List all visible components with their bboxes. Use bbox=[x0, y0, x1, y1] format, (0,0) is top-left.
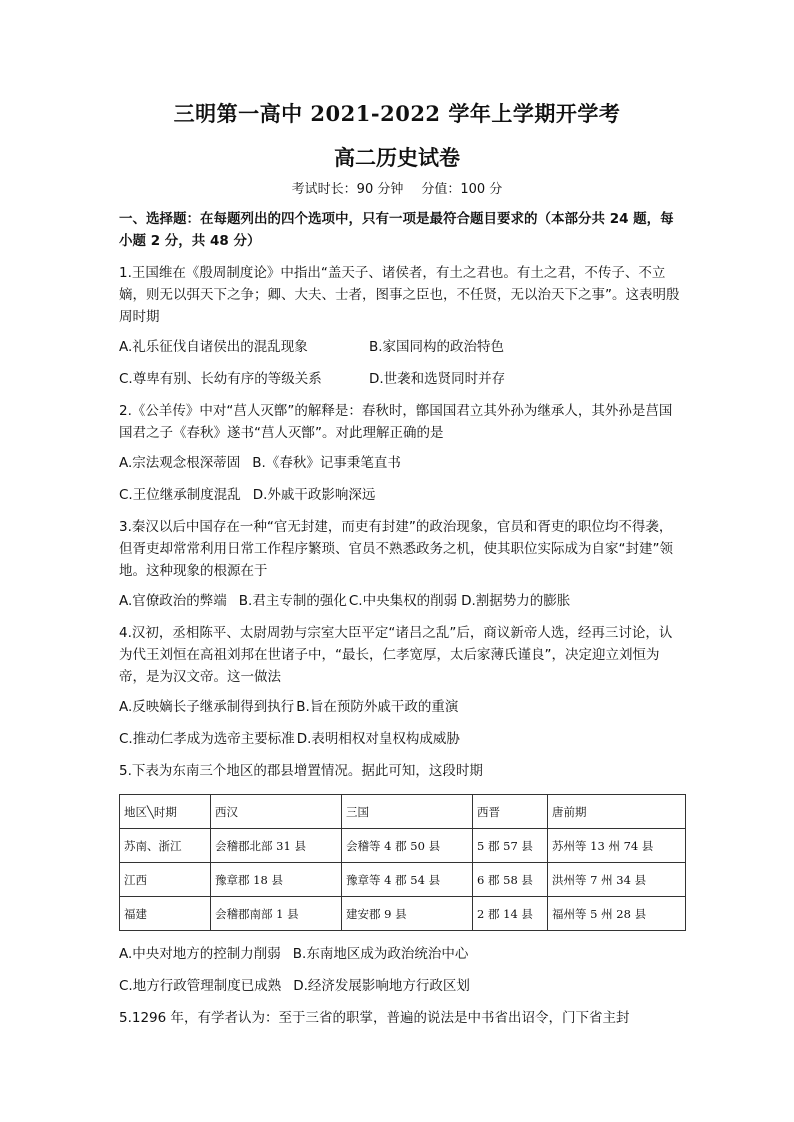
option-a: A.反映嫡长子继承制得到执行 bbox=[119, 699, 295, 715]
question-2-stem: 2.《公羊传》中对“莒人灭鄫”的解释是：春秋时，鄫国国君立其外孙为继承人，其外孙是莒国国君之子《春秋》遂书“莒人灭鄫”。对此理解正确的是 bbox=[119, 403, 673, 441]
option-d: D.外戚干政影响深远 bbox=[252, 487, 376, 503]
exam-meta bbox=[0, 178, 794, 197]
table-header-cell: 西汉 bbox=[211, 795, 342, 829]
table-header-cell: 唐前期 bbox=[548, 795, 686, 829]
option-c: C.地方行政管理制度已成熟 bbox=[119, 978, 282, 994]
table-header-row bbox=[120, 795, 686, 829]
question-5-stem: 5.下表为东南三个地区的郡县增置情况。据此可知，这段时期 bbox=[119, 763, 483, 779]
question-1-options-row1 bbox=[119, 336, 681, 358]
exam-content bbox=[119, 208, 681, 1037]
table-header-cell: 三国 bbox=[342, 795, 473, 829]
option-a: A.中央对地方的控制力削弱 bbox=[119, 946, 281, 962]
option-a: A.宗法观念根深蒂固 bbox=[119, 455, 241, 471]
table-cell: 6 郡 58 县 bbox=[473, 863, 548, 897]
exam-score: 分值：100 分 bbox=[421, 182, 503, 197]
option-a: A.礼乐征伐自诸侯出的混乱现象 bbox=[119, 339, 308, 355]
table-cell: 豫章郡 18 县 bbox=[211, 863, 342, 897]
table-cell: 苏州等 13 州 74 县 bbox=[548, 829, 686, 863]
option-b: B.《春秋》记事秉笔直书 bbox=[252, 455, 401, 471]
table-header-cell: 西晋 bbox=[473, 795, 548, 829]
question-5-options-row1 bbox=[119, 943, 681, 965]
question-4-options-row1 bbox=[119, 696, 681, 718]
option-b: B.君主专制的强化 bbox=[238, 593, 347, 609]
option-c: C.尊卑有别、长幼有序的等级关系 bbox=[119, 371, 322, 387]
table-cell: 5 郡 57 县 bbox=[473, 829, 548, 863]
table-cell: 建安郡 9 县 bbox=[342, 897, 473, 931]
table-cell: 江西 bbox=[120, 863, 211, 897]
question-3-options bbox=[119, 590, 681, 612]
table-cell: 福建 bbox=[120, 897, 211, 931]
question-2-options-row2 bbox=[119, 484, 681, 506]
section-heading: 一、选择题：在每题列出的四个选项中，只有一项是最符合题目要求的（本部分共 24 题，每小题 2 分，共 48 分） bbox=[119, 211, 674, 249]
table-cell: 会稽郡北部 31 县 bbox=[211, 829, 342, 863]
question-1-stem: 1.王国维在《殷周制度论》中指出“盖天子、诸侯者，有土之君也。有土之君，不传子、不立嫡，则无以弭天下之争；卿、大夫、士者，图事之臣也，不任贤，无以治天下之事”。这表明殷周时期 bbox=[119, 265, 680, 325]
table-cell: 会稽郡南部 1 县 bbox=[211, 897, 342, 931]
table-row bbox=[120, 897, 686, 931]
option-c: C.中央集权的削弱 bbox=[348, 593, 458, 609]
table-cell: 苏南、浙江 bbox=[120, 829, 211, 863]
exam-title: 三明第一高中 2021-2022 学年上学期开学考 bbox=[173, 101, 621, 126]
option-d: D.表明相权对皇权构成威胁 bbox=[296, 731, 460, 747]
option-a: A.官僚政治的弊端 bbox=[119, 593, 227, 609]
question-4-stem: 4.汉初，丞相陈平、太尉周勃与宗室大臣平定“诸吕之乱”后，商议新帝人选，经再三讨论，认为代王刘恒在高祖刘邦在世诸子中，“最长，仁孝宽厚，太后家薄氏谨良”，决定迎立刘恒为帝，是为汉文帝。这一做法 bbox=[119, 625, 673, 685]
table-cell: 洪州等 7 州 34 县 bbox=[548, 863, 686, 897]
table-cell: 2 郡 14 县 bbox=[473, 897, 548, 931]
option-b: B.东南地区成为政治统治中心 bbox=[292, 946, 469, 962]
table-header-cell: 地区╲时期 bbox=[120, 795, 211, 829]
question-5-options-row2 bbox=[119, 975, 681, 997]
option-d: D.割据势力的膨胀 bbox=[461, 593, 571, 609]
option-b: B.旨在预防外戚干政的重演 bbox=[296, 699, 459, 715]
question-5-table bbox=[119, 794, 686, 931]
table-cell: 豫章等 4 郡 54 县 bbox=[342, 863, 473, 897]
exam-duration: 考试时长：90 分钟 bbox=[291, 182, 404, 197]
table-row bbox=[120, 863, 686, 897]
question-2-options-row1 bbox=[119, 452, 681, 474]
option-d: D.世袭和选贤同时并存 bbox=[369, 371, 506, 387]
option-b: B.家国同构的政治特色 bbox=[369, 339, 505, 355]
table-cell: 会稽等 4 郡 50 县 bbox=[342, 829, 473, 863]
table-cell: 福州等 5 州 28 县 bbox=[548, 897, 686, 931]
question-6-stem: 5.1296 年，有学者认为：至于三省的职掌，普遍的说法是中书省出诏令，门下省主封 bbox=[119, 1010, 630, 1026]
option-d: D.经济发展影响地方行政区划 bbox=[293, 978, 470, 994]
question-1-options-row2 bbox=[119, 368, 681, 390]
option-c: C.推动仁孝成为选帝主要标准 bbox=[119, 731, 295, 747]
exam-subtitle: 高二历史试卷 bbox=[334, 145, 460, 170]
question-3-stem: 3.秦汉以后中国存在一种“官无封建，而吏有封建”的政治现象，官员和胥吏的职位均不得袭，但胥吏却常常利用日常工作程序繁琐、官员不熟悉政务之机，使其职位实际成为自家“封建”领地。这种现象的根源在于 bbox=[119, 519, 673, 579]
option-c: C.王位继承制度混乱 bbox=[119, 487, 241, 503]
table-row bbox=[120, 829, 686, 863]
question-4-options-row2 bbox=[119, 728, 681, 750]
